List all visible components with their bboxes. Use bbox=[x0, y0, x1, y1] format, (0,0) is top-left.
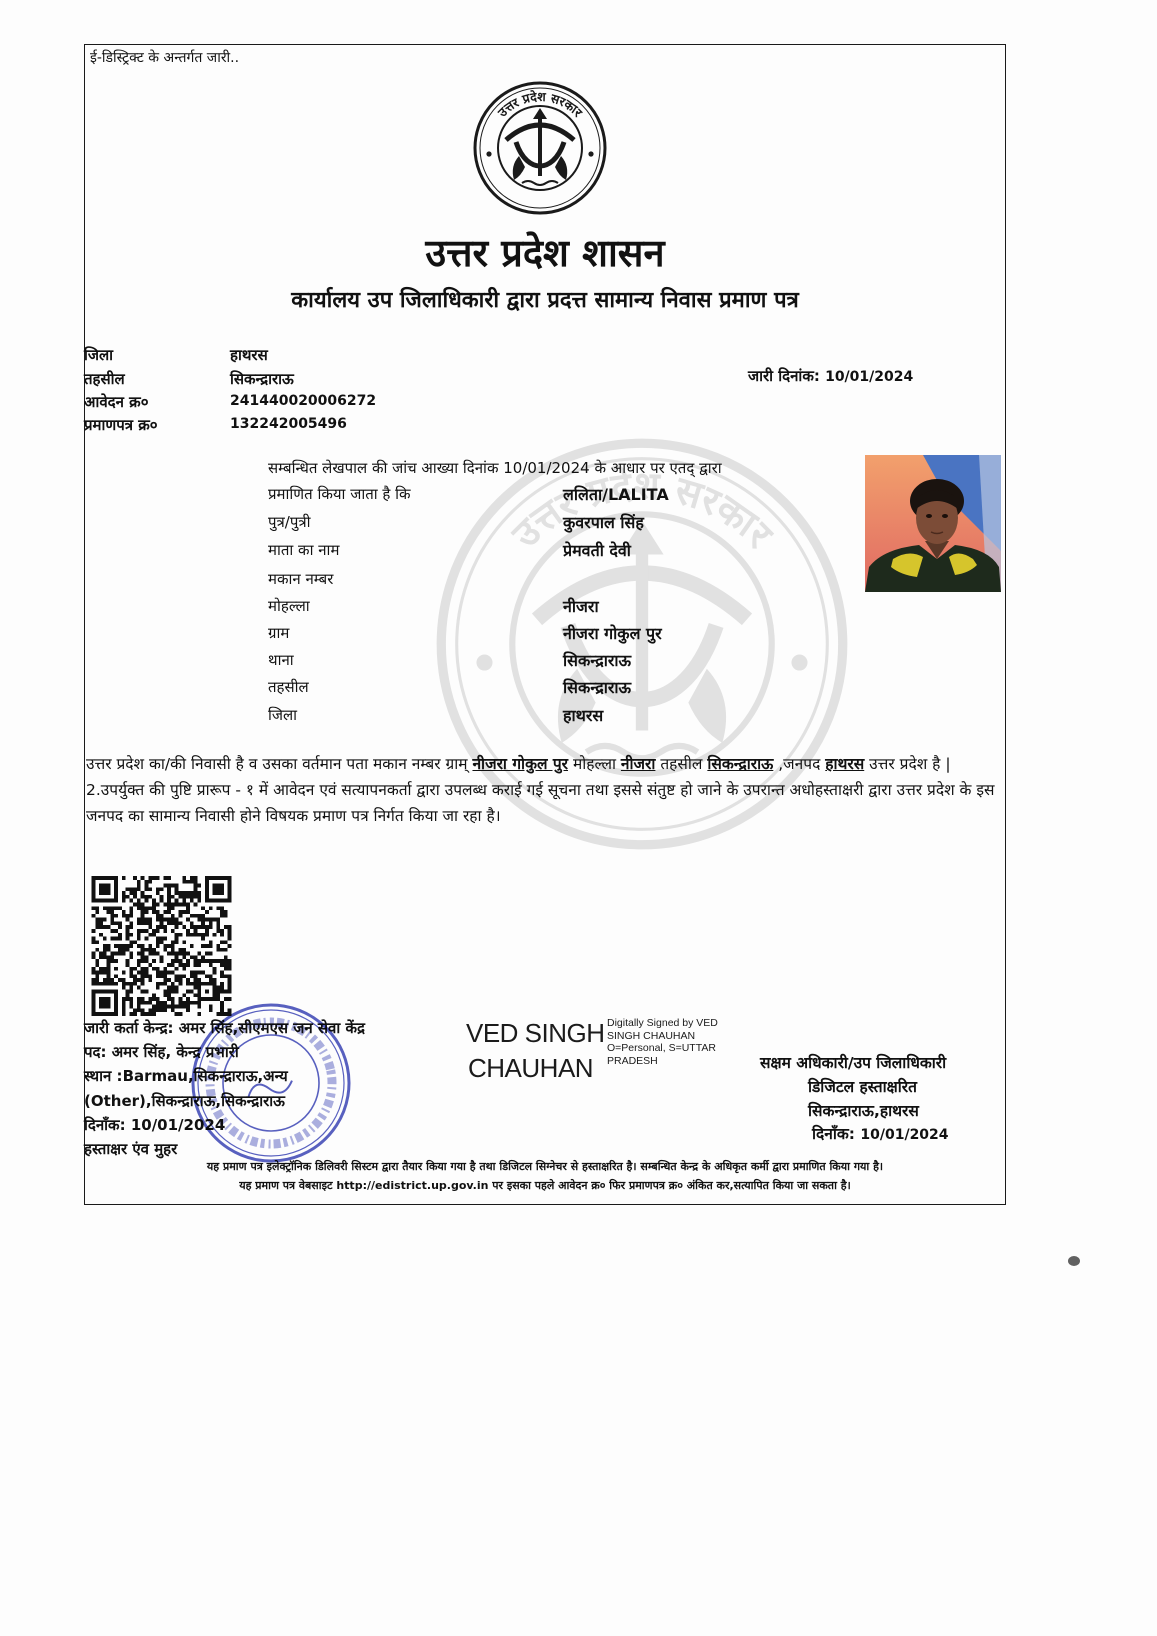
signature-detail-line: SINGH CHAUHAN bbox=[607, 1029, 696, 1042]
certificate-number-label: प्रमाणपत्र क्र० bbox=[84, 416, 158, 434]
mother-name-value: प्रेमवती देवी bbox=[563, 541, 631, 560]
issuer-center-value: अमर सिंह,सीएमएस जन सेवा केंद्र bbox=[178, 1019, 365, 1037]
issuer-signature-label: हस्ताक्षर एंव मुहर bbox=[84, 1140, 178, 1158]
stamp-inner-ring bbox=[214, 1026, 328, 1140]
body-district-value: हाथरस bbox=[563, 706, 604, 725]
application-number-value: 241440020006272 bbox=[230, 393, 377, 409]
signature-detail-line: Digitally Signed by VED bbox=[607, 1017, 718, 1029]
authority-date-label: दिनाँक: bbox=[812, 1125, 855, 1143]
police-station-label: थाना bbox=[268, 651, 294, 669]
applicant-photo bbox=[865, 455, 1001, 592]
residence-district: हाथरस bbox=[825, 755, 865, 773]
footer-note-line1: यह प्रमाण पत्र इलेक्ट्रॉनिक डिलिवरी सिस्टम द्वारा तैयार किया गया है तथा डिजिटल सिग्नेचर से हस्ताक्षरित है। सम्बन्धित केन्द्र के अधिकृत कर्मी द्वारा प्रमाणित किया गया है। bbox=[206, 1160, 884, 1173]
issued-under-note: ई-डिस्ट्रिक्ट के अन्तर्गत जारी.. bbox=[90, 50, 240, 66]
body-tehsil-label: तहसील bbox=[268, 678, 309, 696]
issuer-post-label: पद: bbox=[84, 1043, 107, 1061]
certified-name-value: ललिता/LALITA bbox=[563, 485, 669, 504]
ink-speck bbox=[1068, 1256, 1080, 1266]
residence-mohalla-label: मोहल्ला bbox=[572, 755, 616, 773]
authority-location: सिकन्द्राराऊ,हाथरस bbox=[808, 1102, 919, 1120]
issue-date-label: जारी दिनांक: bbox=[748, 367, 820, 385]
village-value: नीजरा गोकुल पुर bbox=[563, 624, 662, 643]
issuer-date-value: 10/01/2024 bbox=[130, 1116, 226, 1134]
issue-date bbox=[748, 366, 913, 386]
application-number-label: आवेदन क्र० bbox=[84, 393, 149, 411]
residence-village: नीजरा गोकुल पुर bbox=[472, 755, 569, 773]
signature-detail-line: O=Personal, S=UTTAR bbox=[607, 1042, 716, 1054]
authority-signature-type: डिजिटल हस्ताक्षरित bbox=[808, 1078, 917, 1096]
house-number-label: मकान नम्बर bbox=[268, 570, 334, 588]
authority-date-value: 10/01/2024 bbox=[860, 1127, 949, 1143]
page-title: उत्तर प्रदेश शासन bbox=[425, 231, 665, 275]
certified-name-label: प्रमाणित किया जाता है कि bbox=[268, 485, 411, 503]
tehsil-value: सिकन्द्राराऊ bbox=[230, 370, 294, 388]
issuer-place-line1: Barmau,सिकन्द्राराऊ,अन्य bbox=[122, 1067, 288, 1085]
mohalla-label: मोहल्ला bbox=[268, 597, 310, 615]
authority-designation: सक्षम अधिकारी/उप जिलाधिकारी bbox=[760, 1054, 947, 1072]
certificate-number-value: 132242005496 bbox=[230, 416, 347, 432]
stamp-lettering-band bbox=[199, 1011, 344, 1156]
parent-name-label: पुत्र/पुत्री bbox=[268, 513, 311, 531]
mohalla-value: नीजरा bbox=[563, 597, 599, 616]
issuer-date-label: दिनाँक: bbox=[84, 1116, 126, 1134]
certificate-subtitle: कार्यालय उप जिलाधिकारी द्वारा प्रदत्त सामान्य निवास प्रमाण पत्र bbox=[291, 288, 799, 313]
stamp-signature-scribble bbox=[246, 1078, 294, 1100]
issuer-place-label: स्थान : bbox=[84, 1067, 123, 1085]
certificate-statements bbox=[86, 751, 998, 829]
tehsil-label: तहसील bbox=[84, 370, 125, 388]
qr-code-icon bbox=[90, 876, 233, 1016]
residence-mohalla: नीजरा bbox=[620, 755, 656, 773]
footer-note-line2: यह प्रमाण पत्र वेबसाइट http://edistrict.up.gov.in पर इसका पहले आवेदन क्र० फिर प्रमाणपत्र क्र० अंकित कर,सत्यापित किया जा सकता है। bbox=[239, 1179, 851, 1192]
confirmation-statement: 2.उपर्युक्त की पुष्टि प्रारूप - १ में आवेदन एवं सत्यापनकर्ता द्वारा उपलब्ध कराई गई सूचना तथा इससे संतुष्ट हो जाने के उपरान्त अधोहस्ताक्षरी द्वारा उत्तर प्रदेश के इस जनपद का सामान्य निवासी होने विषयक प्रमाण पत्र निर्गत किया जा रहा है। bbox=[86, 781, 995, 825]
signer-name-line1: VED SINGH bbox=[466, 1018, 605, 1048]
digital-signature-details bbox=[607, 1017, 718, 1067]
residence-statement bbox=[86, 751, 998, 777]
signer-name-line2: CHAUHAN bbox=[468, 1053, 594, 1083]
residence-tehsil: सिकन्द्राराऊ bbox=[707, 755, 774, 773]
residence-prefix: उत्तर प्रदेश का/की निवासी है व उसका वर्तमान पता मकान नम्बर ग्राम् bbox=[86, 755, 468, 773]
verification-intro: सम्बन्धित लेखपाल की जांच आख्या दिनांक 10/01/2024 के आधार पर एतद् द्वारा bbox=[268, 459, 722, 477]
issuer-place-line2: (Other),सिकन्द्राराऊ,सिकन्द्राराऊ bbox=[84, 1092, 285, 1110]
up-government-emblem-icon bbox=[472, 80, 608, 216]
issuer-center-label: जारी कर्ता केन्द्र: bbox=[84, 1019, 174, 1037]
district-label: जिला bbox=[84, 346, 114, 364]
issuer-post-value: अमर सिंह, केन्द्र प्रभारी bbox=[111, 1043, 239, 1061]
residence-tehsil-label: तहसील bbox=[660, 755, 703, 773]
body-tehsil-value: सिकन्द्राराऊ bbox=[563, 678, 632, 697]
residence-district-label: ,जनपद bbox=[778, 755, 821, 773]
parent-name-value: कुवरपाल सिंह bbox=[563, 513, 644, 532]
signature-detail-line: PRADESH bbox=[607, 1054, 658, 1067]
issue-date-value: 10/01/2024 bbox=[825, 369, 914, 385]
mother-name-label: माता का नाम bbox=[268, 541, 340, 559]
residence-suffix: उत्तर प्रदेश है | bbox=[869, 755, 951, 773]
authority-date bbox=[812, 1122, 949, 1144]
district-value: हाथरस bbox=[230, 346, 268, 364]
village-label: ग्राम bbox=[268, 624, 290, 642]
police-station-value: सिकन्द्राराऊ bbox=[563, 651, 632, 670]
round-stamp-icon bbox=[188, 1000, 354, 1166]
body-district-label: जिला bbox=[268, 706, 298, 724]
